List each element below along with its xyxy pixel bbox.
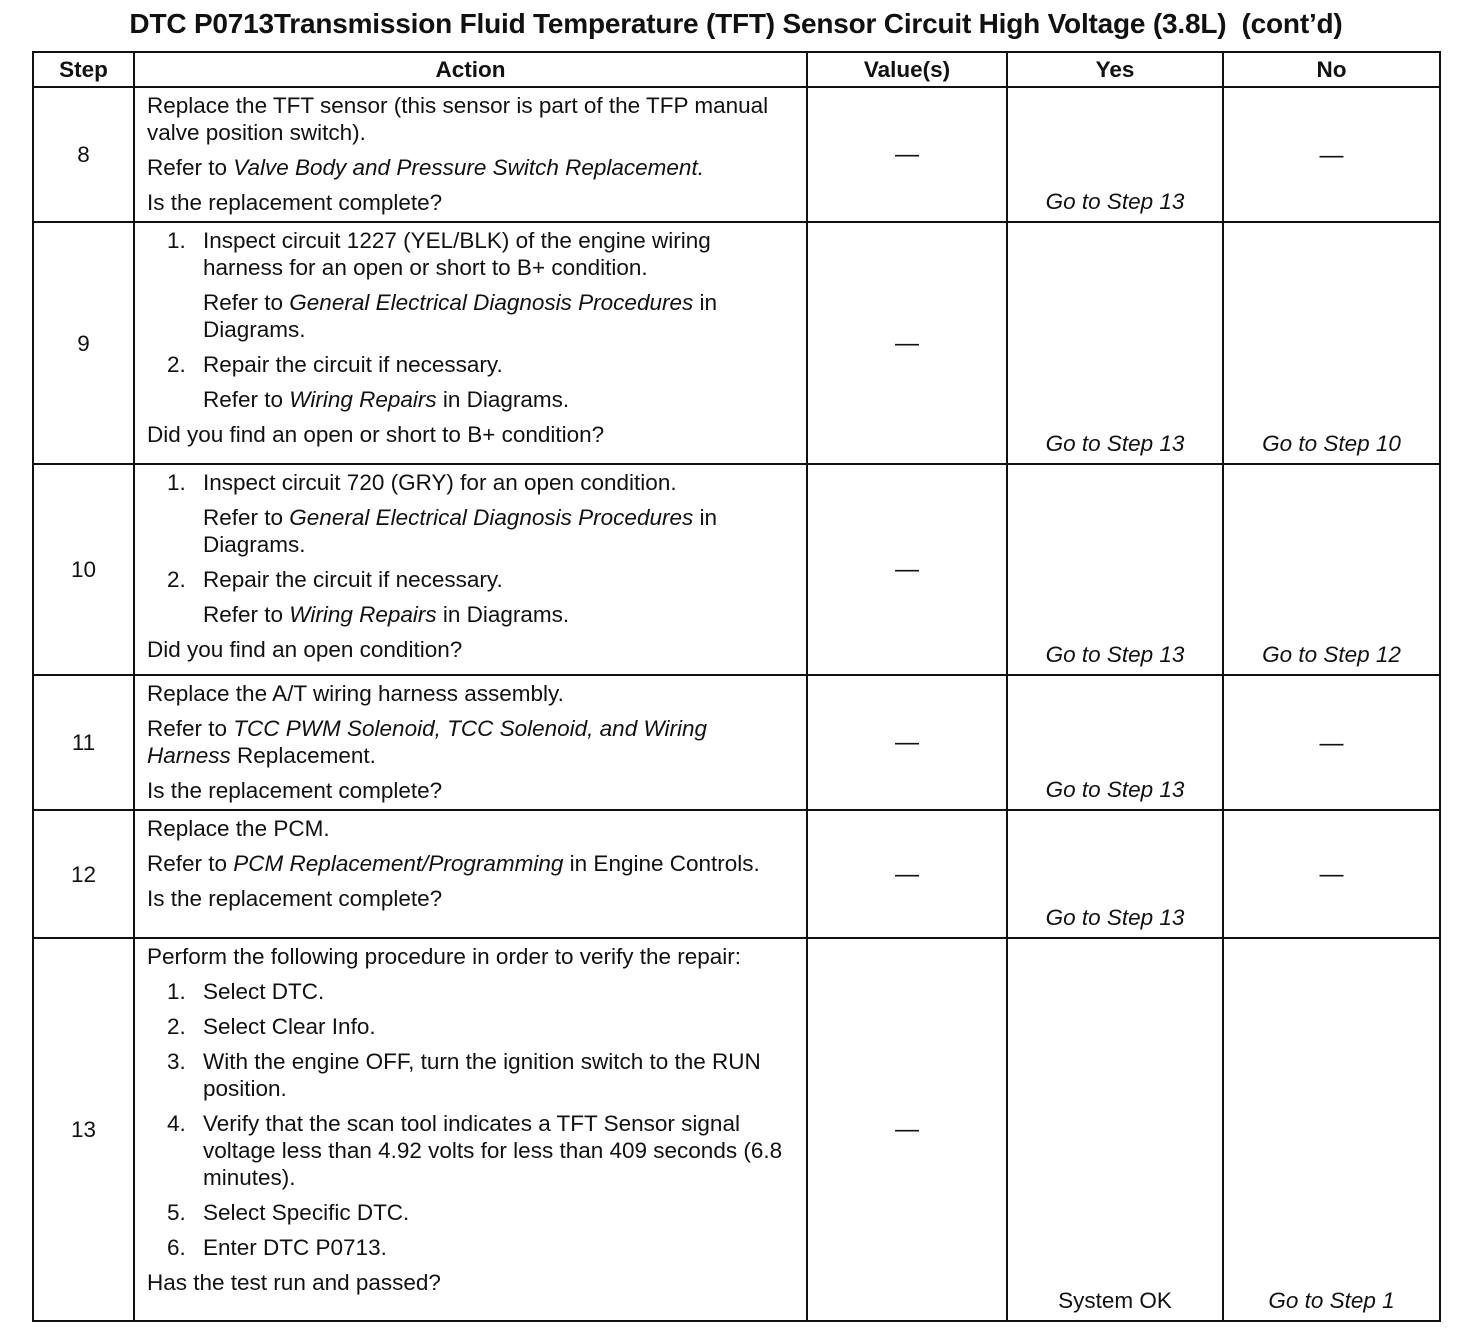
action-question: Did you find an open condition? xyxy=(147,637,463,662)
ref-prefix: Refer to xyxy=(147,851,234,876)
yes-cell: Go to Step 13 xyxy=(1007,222,1223,464)
action-cell xyxy=(134,675,807,810)
item-number: 1. xyxy=(167,470,186,495)
header-action: Action xyxy=(134,52,807,87)
item-text: Select Specific DTC. xyxy=(203,1200,410,1225)
ref-prefix: Refer to xyxy=(203,290,290,315)
table-row xyxy=(33,222,1440,464)
value-cell: — xyxy=(807,938,1007,1321)
header-step: Step xyxy=(33,52,134,87)
ref-title: Wiring Repairs xyxy=(289,387,437,412)
item-text: Repair the circuit if necessary. xyxy=(203,567,503,592)
action-list-item xyxy=(147,1013,796,1040)
action-list-item xyxy=(147,1234,796,1261)
item-number: 1. xyxy=(167,228,186,253)
step-number: 12 xyxy=(33,810,134,938)
header-yes: Yes xyxy=(1007,52,1223,87)
item-number: 4. xyxy=(167,1111,186,1136)
ref-suffix: in Diagrams. xyxy=(436,387,570,412)
action-reference xyxy=(147,601,796,628)
ref-title: Valve Body and Pressure Switch Replacement. xyxy=(233,155,704,180)
step-number: 13 xyxy=(33,938,134,1321)
item-number: 2. xyxy=(167,567,186,592)
item-text: Inspect circuit 720 (GRY) for an open condition. xyxy=(203,470,677,495)
action-question: Has the test run and passed? xyxy=(147,1270,441,1295)
ref-suffix: Replacement. xyxy=(230,743,376,768)
action-list-item xyxy=(147,469,796,496)
no-cell: Go to Step 1 xyxy=(1223,938,1440,1321)
value-cell: — xyxy=(807,675,1007,810)
value-cell: — xyxy=(807,464,1007,675)
action-list-item xyxy=(147,1048,796,1102)
action-cell xyxy=(134,810,807,938)
item-number: 2. xyxy=(167,1014,186,1039)
value-cell: — xyxy=(807,222,1007,464)
item-number: 3. xyxy=(167,1049,186,1074)
yes-cell: Go to Step 13 xyxy=(1007,464,1223,675)
table-row xyxy=(33,938,1440,1321)
yes-cell: Go to Step 13 xyxy=(1007,810,1223,938)
value-cell: — xyxy=(807,87,1007,222)
action-reference xyxy=(147,504,796,558)
action-question: Is the replacement complete? xyxy=(147,778,443,803)
ref-title: PCM Replacement/Programming xyxy=(233,851,564,876)
action-list-item xyxy=(147,227,796,281)
action-text: Replace the A/T wiring harness assembly. xyxy=(147,681,564,706)
ref-prefix: Refer to xyxy=(203,602,290,627)
action-text: Replace the PCM. xyxy=(147,816,330,841)
ref-title: General Electrical Diagnosis Procedures xyxy=(289,505,694,530)
item-number: 1. xyxy=(167,979,186,1004)
action-list-item xyxy=(147,566,796,593)
item-text: Inspect circuit 1227 (YEL/BLK) of the engine wiring harness for an open or short to B+ condition. xyxy=(203,228,711,280)
item-text: With the engine OFF, turn the ignition switch to the RUN position. xyxy=(203,1049,761,1101)
ref-prefix: Refer to xyxy=(147,716,234,741)
table-row xyxy=(33,810,1440,938)
no-cell: — xyxy=(1223,87,1440,222)
action-list-item xyxy=(147,1199,796,1226)
action-reference xyxy=(147,386,796,413)
step-number: 11 xyxy=(33,675,134,810)
step-number: 8 xyxy=(33,87,134,222)
action-text: Replace the TFT sensor (this sensor is part of the TFP manual valve position switch). xyxy=(147,93,769,145)
ref-prefix: Refer to xyxy=(203,505,290,530)
yes-cell: Go to Step 13 xyxy=(1007,675,1223,810)
no-cell: Go to Step 10 xyxy=(1223,222,1440,464)
item-text: Repair the circuit if necessary. xyxy=(203,352,503,377)
item-number: 2. xyxy=(167,352,186,377)
ref-title: Wiring Repairs xyxy=(289,602,437,627)
ref-suffix: in Engine Controls. xyxy=(563,851,760,876)
action-cell xyxy=(134,222,807,464)
table-row xyxy=(33,87,1440,222)
item-text: Select Clear Info. xyxy=(203,1014,376,1039)
item-number: 5. xyxy=(167,1200,186,1225)
item-text: Enter DTC P0713. xyxy=(203,1235,387,1260)
item-number: 6. xyxy=(167,1235,186,1260)
action-list-item xyxy=(147,351,796,378)
action-reference xyxy=(147,289,796,343)
action-intro: Perform the following procedure in order to verify the repair: xyxy=(147,944,742,969)
page-title: DTC P0713Transmission Fluid Temperature (TFT) Sensor Circuit High Voltage (3.8L) (cont’d) xyxy=(129,8,1343,39)
no-cell: — xyxy=(1223,675,1440,810)
action-reference xyxy=(147,715,796,769)
ref-prefix: Refer to xyxy=(203,387,290,412)
step-number: 9 xyxy=(33,222,134,464)
ref-title: General Electrical Diagnosis Procedures xyxy=(289,290,694,315)
action-reference xyxy=(147,154,796,181)
header-values: Value(s) xyxy=(807,52,1007,87)
table-row xyxy=(33,464,1440,675)
dtc-table xyxy=(32,51,1441,1322)
action-question: Did you find an open or short to B+ condition? xyxy=(147,422,605,447)
header-row xyxy=(33,52,1440,87)
item-text: Select DTC. xyxy=(203,979,325,1004)
action-list-item xyxy=(147,1110,796,1191)
ref-suffix: in Diagrams. xyxy=(203,505,717,557)
yes-cell: System OK xyxy=(1007,938,1223,1321)
action-question: Is the replacement complete? xyxy=(147,886,443,911)
value-cell: — xyxy=(807,810,1007,938)
ref-suffix: in Diagrams. xyxy=(436,602,570,627)
ref-prefix: Refer to xyxy=(147,155,234,180)
ref-title: TCC PWM Solenoid, TCC Solenoid, and Wiring Harness xyxy=(147,716,708,768)
action-reference xyxy=(147,850,796,877)
step-number: 10 xyxy=(33,464,134,675)
item-text: Verify that the scan tool indicates a TFT Sensor signal voltage less than 4.92 volts for less than 409 seconds (6.8 minutes). xyxy=(203,1111,783,1190)
action-cell xyxy=(134,464,807,675)
action-question: Is the replacement complete? xyxy=(147,190,443,215)
action-cell xyxy=(134,87,807,222)
action-list-item xyxy=(147,978,796,1005)
yes-cell: Go to Step 13 xyxy=(1007,87,1223,222)
table-row xyxy=(33,675,1440,810)
no-cell: — xyxy=(1223,810,1440,938)
header-no: No xyxy=(1223,52,1440,87)
no-cell: Go to Step 12 xyxy=(1223,464,1440,675)
ref-suffix: in Diagrams. xyxy=(203,290,717,342)
action-cell xyxy=(134,938,807,1321)
